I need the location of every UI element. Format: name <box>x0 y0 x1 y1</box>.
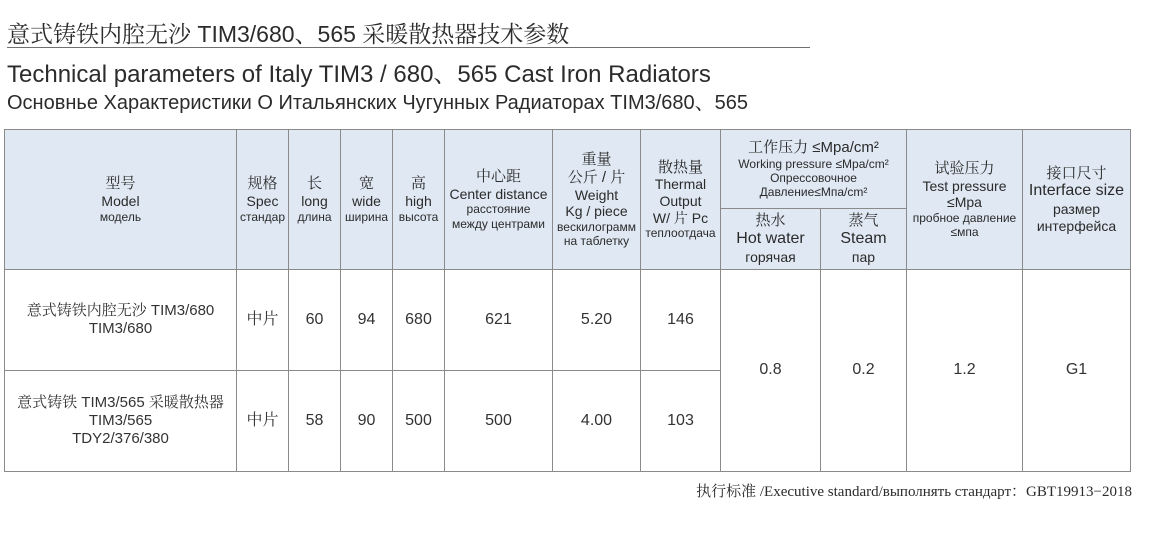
header-wide: 宽 wide ширина <box>341 130 393 270</box>
header-working-pressure: 工作压力 ≤Mpa/cm² Working pressure ≤Mpa/cm² Опрессовочное Давление≤Mпа/cm² <box>721 130 907 209</box>
header-model: 型号 Model модель <box>5 130 237 270</box>
header-high: 高 high высота <box>393 130 445 270</box>
cell-weight: 4.00 <box>553 371 641 472</box>
cell-hot-water: 0.8 <box>721 270 821 472</box>
header-thermal-output: 散热量 Thermal Output W/ 片 Pc теплоотдача <box>641 130 721 270</box>
table-row <box>5 270 1131 371</box>
cell-high: 500 <box>393 371 445 472</box>
cell-interface: G1 <box>1023 270 1131 472</box>
cell-long: 58 <box>289 371 341 472</box>
cell-model: 意式铸铁 TIM3/565 采暖散热器 TIM3/565 TDY2/376/380 <box>5 371 237 472</box>
header-steam: 蒸气 Steam пар <box>821 209 907 270</box>
title-divider <box>7 47 810 48</box>
header-interface-size: 接口尺寸 Interface size размер интерфейса <box>1023 130 1131 270</box>
header-test-pressure: 试验压力 Test pressure ≤Mpa пробное давление ≤мпа <box>907 130 1023 270</box>
header-hot-water: 热水 Hot water горячая <box>721 209 821 270</box>
cell-test-pressure: 1.2 <box>907 270 1023 472</box>
cell-wide: 90 <box>341 371 393 472</box>
cell-long: 60 <box>289 270 341 371</box>
cell-center-distance: 500 <box>445 371 553 472</box>
cell-spec: 中片 <box>237 371 289 472</box>
title-chinese: 意式铸铁内腔无沙 TIM3/680、565 采暖散热器技术参数 <box>7 21 570 47</box>
cell-high: 680 <box>393 270 445 371</box>
executive-standard-note: 执行标准 /Executive standard/выполнять стандарт：GBT19913−2018 <box>696 484 1132 500</box>
cell-weight: 5.20 <box>553 270 641 371</box>
cell-model: 意式铸铁内腔无沙 TIM3/680 TIM3/680 <box>5 270 237 371</box>
header-center-distance: 中心距 Center distance расстояние между центрами <box>445 130 553 270</box>
header-weight: 重量 公斤 / 片 Weight Kg / piece вескилограмм на таблетку <box>553 130 641 270</box>
cell-center-distance: 621 <box>445 270 553 371</box>
cell-thermal: 103 <box>641 371 721 472</box>
cell-thermal: 146 <box>641 270 721 371</box>
cell-spec: 中片 <box>237 270 289 371</box>
cell-wide: 94 <box>341 270 393 371</box>
spec-table <box>4 129 1131 472</box>
title-russian: Основнье Характеристики О Итальянских Чугунных Радиаторах TIM3/680、565 <box>7 92 749 114</box>
header-spec: 规格 Spec стандар <box>237 130 289 270</box>
title-english: Technical parameters of Italy TIM3 / 680、565 Cast Iron Radiators <box>7 61 711 88</box>
header-long: 长 long длина <box>289 130 341 270</box>
cell-steam: 0.2 <box>821 270 907 472</box>
